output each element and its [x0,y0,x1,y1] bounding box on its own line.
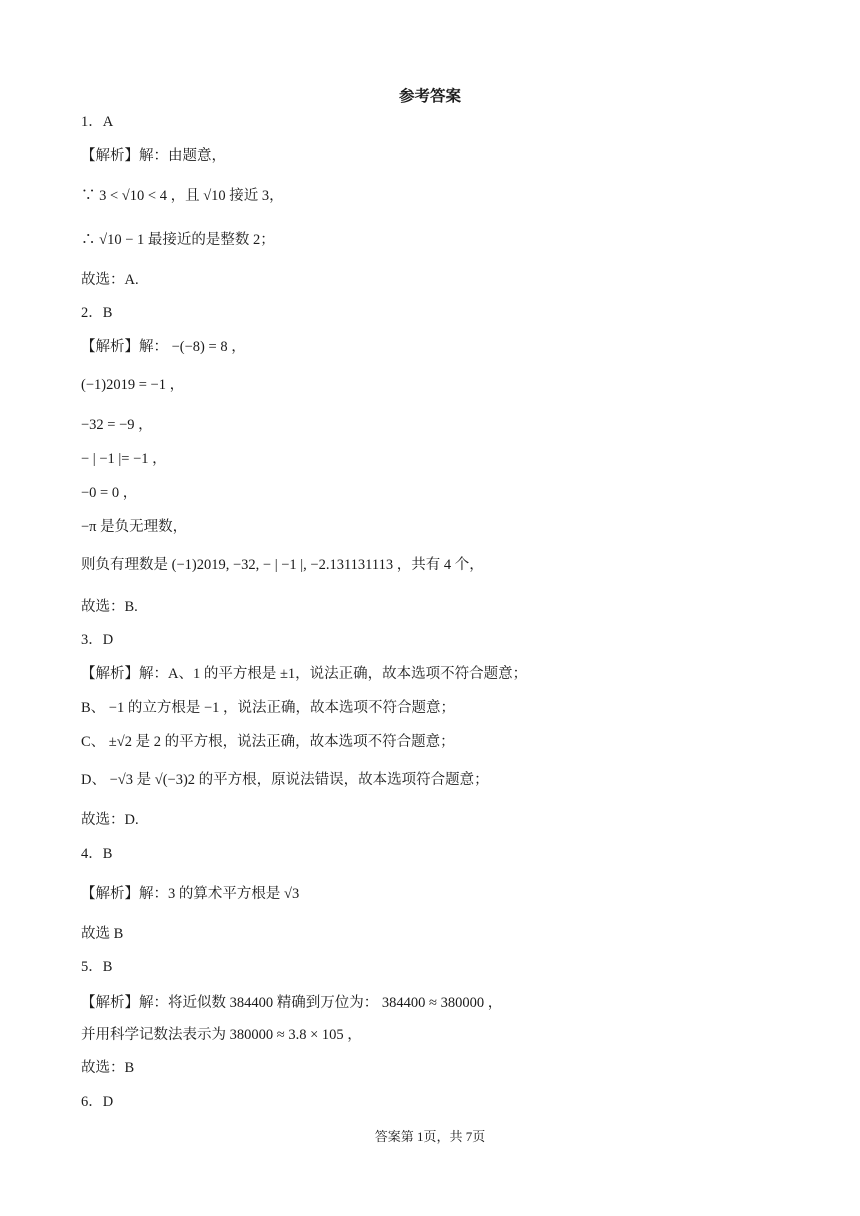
solution-line: − | −1 |= −1 ， [81,451,167,467]
solution-line: B、 −1 的立方根是 −1 ，说法正确，故本选项不符合题意； [81,700,456,716]
solution-line: −32 = −9 ， [81,417,153,433]
solution-line: C、 ±√2 是 2 的平方根，说法正确，故本选项不符合题意； [81,734,455,750]
solution-conclusion: 故选：D. [81,812,139,828]
solution-line: 【解析】解：A、1 的平方根是 ±1，说法正确，故本选项不符合题意； [81,666,528,682]
answer-5: 5．B [81,959,113,975]
solution-conclusion: 故选：A. [81,272,139,288]
solution-line: 【解析】解：将近似数 384400 精确到万位为： 384400 ≈ 380000 ， [81,995,503,1011]
page-title: 参考答案 [398,87,461,105]
solution-line: 【解析】解： −(−8) = 8 ， [81,339,246,355]
solution-conclusion: 故选 B [81,926,124,942]
answer-1: 1．A [81,114,114,130]
solution-line: D、 −√3 是 √(−3)2 的平方根，原说法错误，故本选项符合题意； [81,772,489,788]
solution-line: 【解析】解：3 的算术平方根是 √3 [81,886,300,902]
solution-line: 并用科学记数法表示为 380000 ≈ 3.8 × 105 ， [81,1027,362,1043]
solution-line: −π 是负无理数， [81,519,188,535]
solution-line: (−1)2019 = −1 ， [81,377,185,393]
answer-2: 2．B [81,305,113,321]
solution-conclusion: 故选：B. [81,599,138,615]
solution-line: 【解析】解：由题意， [81,148,226,164]
answer-4: 4．B [81,846,113,862]
solution-line: ∴ √10 − 1 最接近的是整数 2； [81,232,275,248]
solution-line: 则负有理数是 (−1)2019, −32, − | −1 |, −2.131131113 ，共有 4 个， [81,557,484,573]
solution-line: −0 = 0 ， [81,485,138,501]
page-footer: 答案第 1页，共 7页 [374,1129,486,1144]
answer-6: 6．D [81,1094,114,1110]
solution-conclusion: 故选：B [81,1060,135,1076]
answer-3: 3．D [81,632,114,648]
solution-line: ∵ 3 < √10 < 4 ，且 √10 接近 3， [81,188,284,204]
